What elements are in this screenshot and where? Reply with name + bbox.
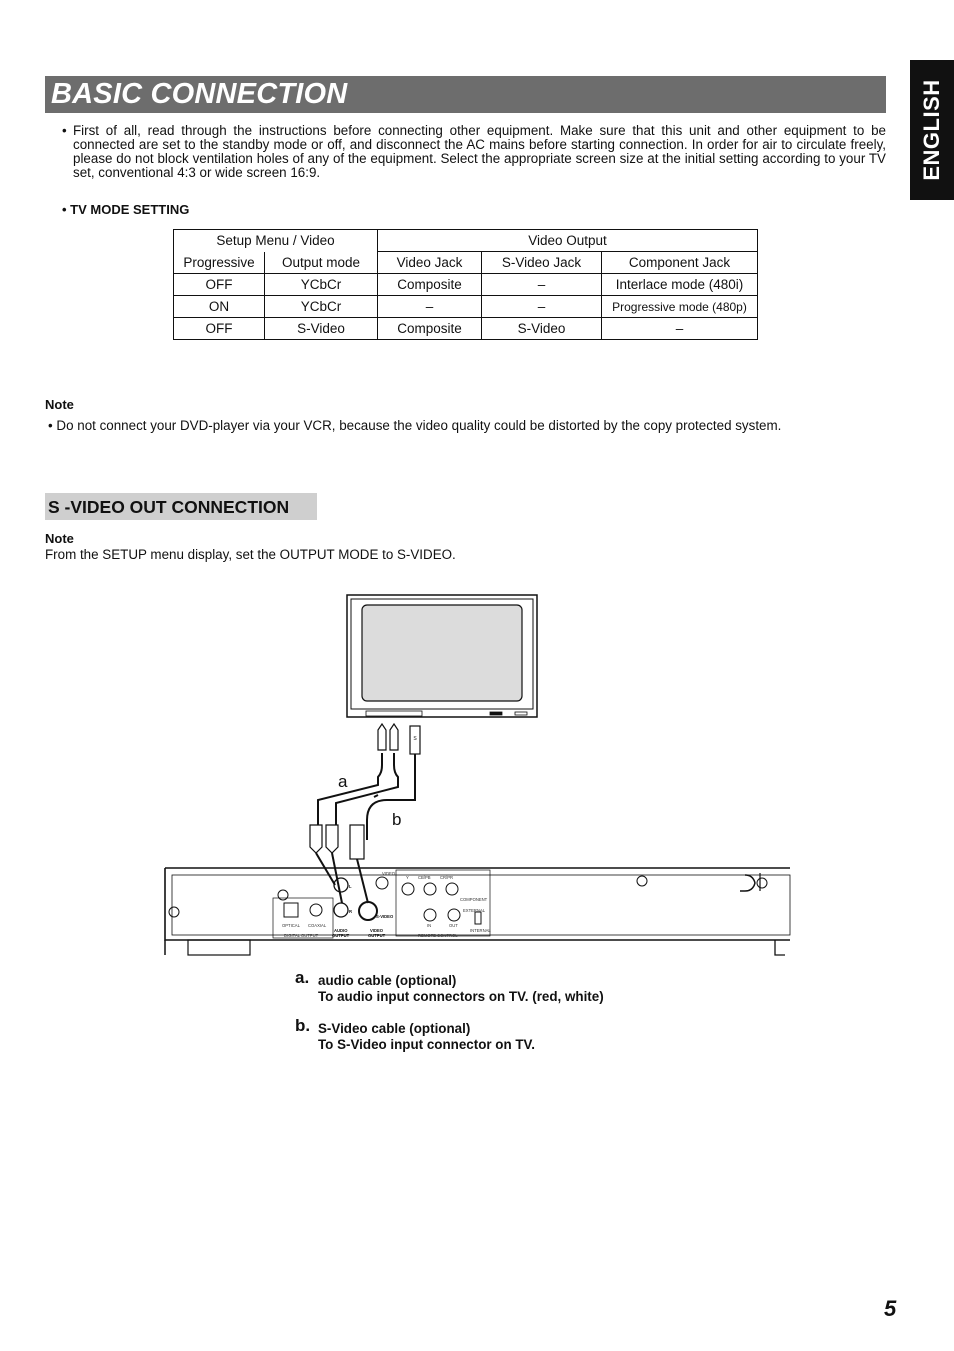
column-header: Video Jack [378,252,482,274]
panel-external: EXTERNAL [463,908,486,913]
table-cell: YCbCr [265,296,378,318]
table-cell: OFF [174,318,265,340]
table-cell: S-Video [482,318,602,340]
panel-video-output-1: VIDEO [370,928,384,933]
language-label: ENGLISH [919,79,944,181]
section-note-text: From the SETUP menu display, set the OUTPUT MODE to S-VIDEO. [45,547,456,562]
table-cell: – [482,296,602,318]
table-row [174,274,758,296]
table-cell: ON [174,296,265,318]
table-cell: S-Video [265,318,378,340]
intro-paragraph [62,124,886,180]
column-header: Output mode [265,252,378,274]
panel-s-video: S-VIDEO [376,914,394,919]
table-cell: Progressive mode (480p) [602,296,758,318]
table-group-row [174,230,758,252]
legend-b-key: b. [295,1016,311,1035]
column-header: Progressive [174,252,265,274]
panel-audio-output-1: AUDIO [334,928,348,933]
legend-a-key: a. [295,968,310,987]
group-header-setup: Setup Menu / Video [174,230,378,252]
table-cell: Composite [378,274,482,296]
legend-a-line2: To audio input connectors on TV. (red, white) [318,989,604,1004]
language-tab [910,60,954,200]
section-title: S -VIDEO OUT CONNECTION [48,497,290,517]
panel-audio-output-2: OUTPUT [332,933,350,938]
connection-diagram [160,585,800,965]
tv-mode-table [173,229,758,340]
panel-internal: INTERNAL [470,928,491,933]
label-b: b [392,810,402,829]
table-cell: – [378,296,482,318]
panel-out: OUT [449,923,458,928]
panel-remote-control: REMOTE CONTROL [418,933,458,938]
section-bar [45,493,317,520]
tv-illustration [347,595,537,717]
group-header-output: Video Output [378,230,758,252]
column-header: S-Video Jack [482,252,602,274]
table-cell: Interlace mode (480i) [602,274,758,296]
section-note-heading: Note [45,531,74,546]
page-number: 5 [884,1296,897,1321]
legend-b-line1: S-Video cable (optional) [318,1021,471,1036]
panel-y: Y [406,875,409,880]
table-cell: – [602,318,758,340]
panel-cr: CR/PR [440,875,454,880]
panel-optical: OPTICAL [282,923,300,928]
table-row [174,318,758,340]
legend-b-line2: To S-Video input connector on TV. [318,1037,535,1052]
table-cell: YCbCr [265,274,378,296]
table-cell: OFF [174,274,265,296]
tv-side-plugs [378,724,420,754]
table-cell: – [482,274,602,296]
panel-digital-output: DIGITAL OUTPUT [284,933,319,938]
legend-b [295,1016,535,1053]
intro-text: First of all, read through the instructions before connecting other equipment. Make sure that this unit and other equipment to be connected are set to the standby mode or off, and disconnect the AC mains before starting connection. In order for air to circulate freely, please do not block ventilation holes of any of the equipment. Select the appropriate screen size at the initial setting according to your TV set, conventional 4:3 or wide screen 16:9. [73,123,886,180]
panel-cb: CB/PB [418,875,431,880]
panel-l: L [349,884,352,889]
panel-video: VIDEO [382,871,396,876]
panel-video-output-2: OUTPUT [368,933,386,938]
note-heading: Note [45,397,74,412]
svg-text:S: S [413,736,417,742]
table-row [174,296,758,318]
table-header-row [174,252,758,274]
table-cell: Composite [378,318,482,340]
page-title: BASIC CONNECTION [51,78,348,110]
legend-a-line1: audio cable (optional) [318,973,457,988]
note-text: • Do not connect your DVD-player via your VCR, because the video quality could be distorted by the copy protected system. [48,418,782,433]
panel-in: IN [427,923,432,928]
legend-a [295,968,604,1005]
label-a: a [338,772,348,791]
panel-r: R [349,909,353,914]
tv-mode-title: • TV MODE SETTING [62,202,190,217]
panel-coaxial: COAXIAL [308,923,327,928]
intro-bullet: • [62,123,67,138]
title-bar [45,76,886,113]
panel-component: COMPONENT [460,897,488,902]
column-header: Component Jack [602,252,758,274]
